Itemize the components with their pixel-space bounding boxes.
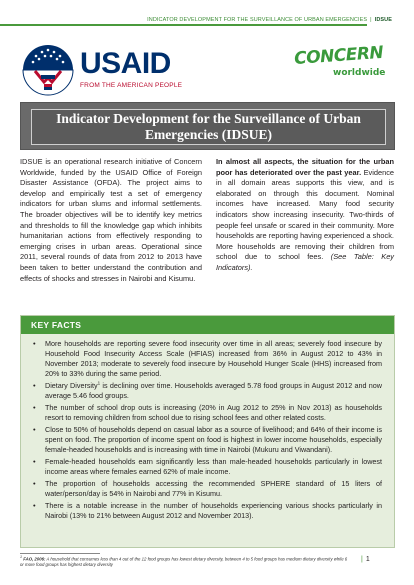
- key-fact-text-continued: is declining over time. Households averaged 5.78 food groups in August 2012 and now average 5.46 food groups.: [45, 380, 382, 400]
- key-facts-box: [20, 315, 395, 548]
- bullet-icon: •: [33, 456, 36, 466]
- header-text: [147, 17, 392, 23]
- concern-wordmark: [294, 43, 384, 69]
- bullet-icon: •: [33, 380, 36, 390]
- footnote-source: FAO, 2006:: [23, 556, 46, 562]
- header-rule: [0, 24, 367, 26]
- concern-logo: [293, 42, 395, 89]
- page-number: [361, 556, 370, 563]
- key-fact-text: Close to 50% of households depend on casual labor as a source of livelihood; and 64% of their income is spent on food. The proportion of income spent on food is highest in lower income households, especially female-headed households and is increasing with time in Nairobi (Mukuru and Viwandani).: [45, 424, 382, 454]
- key-fact-text: The number of school drop outs is increasing (20% in Aug 2012 to 25% in Nov 2013) as households resort to removing children from school due to rising school fees and other related costs.: [45, 402, 382, 422]
- document-title: Indicator Development for the Surveillance of Urban Emergencies (IDSUE): [56, 111, 361, 142]
- intro-table-reference: (See Table: Key Indicators).: [216, 252, 394, 272]
- key-fact-text: Female-headed households earn significantly less than male-headed households particularly in lowest income areas where females earned 62% of male income.: [45, 456, 382, 476]
- page-number-bar: |: [361, 556, 363, 563]
- title-banner: [20, 102, 395, 150]
- key-fact-text: More households are reporting severe food insecurity over time in all areas; severely food insecure by Household Food Insecurity Access Scale (HFIAS) increased from 36% in August 2012 to 43% in November 2013; moderate to severely food insecure by Household Hunger Scale (HHS) increased from 20% to 33% during the same period.: [45, 339, 382, 378]
- key-fact-text: There is a notable increase in the number of households experiencing various shocks particularly in Nairobi (13% to 21% between August 2012 and November 2013).: [45, 500, 382, 520]
- footnote: [20, 555, 350, 568]
- key-facts-list: [21, 334, 394, 521]
- key-fact-text: Dietary Diversity: [45, 380, 98, 390]
- concern-subtitle: worldwide: [333, 68, 386, 78]
- bullet-icon: •: [33, 339, 36, 348]
- usaid-logo: [22, 42, 183, 97]
- key-facts-heading: KEY FACTS: [21, 316, 394, 334]
- bullet-icon: •: [33, 478, 36, 488]
- intro-right-column: [216, 157, 394, 274]
- key-fact-item: [31, 381, 382, 401]
- key-fact-item: [31, 457, 382, 477]
- key-fact-item: [31, 501, 382, 521]
- intro-right-body: Evidence in all domain areas supports this view, and is elaborated on through this document. Nominal incomes have increased. Many food security indicators show increasing insecurity. Two-thirds of people feel unsafe or scared in their community. More households are reporting having experienced a shock. More households are removing their children from school due to school fees.: [216, 167, 394, 262]
- usaid-wordmark: USAID: [80, 47, 171, 80]
- usaid-seal-icon: [22, 44, 74, 96]
- title-box: [31, 109, 386, 145]
- bullet-icon: •: [33, 424, 36, 434]
- intro-left-column: IDSUE is an operational research initiative of Concern Worldwide, funded by the USAID Office of Foreign Disaster Assistance (OFDA). The project aims to develop and empirically test a set of emergency indicators for urban slums and informal settlements. The broader objectives will be to identify key metrics and thresholds to fill the knowledge gap which inhibits humanitarian actions from effectively responding to emerging crises in urban areas. Operational since 2011, several rounds of data from 2012 to 2013 have been taken to better understand the contribution and effects of shocks and stresses in Nairobi and Kisumu.: [20, 157, 202, 283]
- usaid-tagline: FROM THE AMERICAN PEOPLE: [80, 82, 183, 89]
- bullet-icon: •: [33, 500, 36, 510]
- header-separator: |: [370, 17, 372, 23]
- key-fact-text: The proportion of households accessing the recommended SPHERE standard of 15 liters of water/person/day is 54% in Nairobi and 77% in Kisumu.: [45, 478, 382, 498]
- footnote-marker: 1: [97, 380, 101, 386]
- footnote-rule: [20, 553, 100, 554]
- footnote-text: A household that consumes less than 4 out of the 12 food groups has lowest dietary diversity, between 4 to 5 food groups has medium dietary diversity while 6 or more food groups has highest dietary diversity: [20, 556, 348, 568]
- key-fact-item: [31, 339, 382, 379]
- intro-lead-statement: In almost all aspects, the situation for the urban poor has deteriorated over the past year.: [216, 157, 394, 177]
- header-report-name: INDICATOR DEVELOPMENT FOR THE SURVEILLANCE OF URBAN EMERGENCIES: [147, 17, 368, 23]
- bullet-icon: •: [33, 402, 36, 412]
- key-fact-item: [31, 403, 382, 423]
- key-fact-item: [31, 425, 382, 455]
- header-code: IDSUE: [374, 17, 392, 23]
- page-number-value: 1: [365, 556, 370, 563]
- footnote-number: 1: [20, 555, 22, 559]
- concern-wordmark-text: CONCERN: [293, 42, 384, 69]
- key-fact-item: [31, 479, 382, 499]
- page-header: [0, 0, 414, 40]
